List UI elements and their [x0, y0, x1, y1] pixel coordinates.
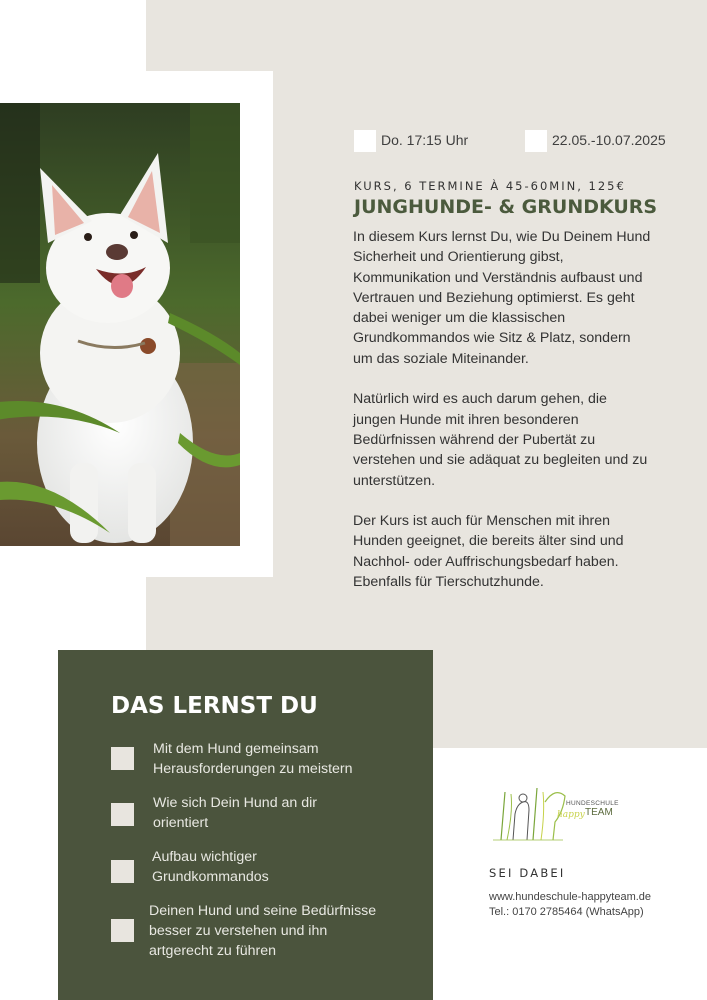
description-paragraph: In diesem Kurs lernst Du, wie Du Deinem Hund Sicherheit und Orientierung gibst, Kommunikation und Verständnis aufbaust und Vertrauen und Beziehung optimierst. Es geht dabei weniger um die klassischen Grundkommandos wie Sitz & Platz, sondern um das soziale Miteinander.: [353, 229, 651, 367]
checkbox-icon: [111, 919, 134, 942]
checkbox-icon: [111, 803, 134, 826]
learn-item: Mit dem Hund gemeinsam Herausforderungen zu meistern: [153, 741, 353, 777]
logo-text: HUNDESCHULE: [566, 800, 619, 807]
course-date-range: 22.05.-10.07.2025: [552, 132, 666, 148]
learn-item: Deinen Hund und seine Bedürfnisse besser zu verstehen und ihn artgerecht zu führen: [149, 903, 377, 959]
checkbox-icon: [525, 130, 547, 152]
description-paragraph: Natürlich wird es auch darum gehen, die jungen Hunde mit ihren besonderen Bedürfnissen während der Pubertät zu verstehen und sie adäquat zu begleiten und zu unterstützen.: [353, 391, 648, 489]
learn-title: DAS LERNST DU: [111, 693, 318, 719]
checkbox-icon: [111, 747, 134, 770]
checkbox-icon: [354, 130, 376, 152]
learn-item: Aufbau wichtiger Grundkommandos: [152, 849, 269, 885]
logo-text: TEAM: [585, 807, 613, 818]
website-link[interactable]: www.hundeschule-happyteam.de: [489, 891, 652, 903]
call-to-action: SEI DABEI: [489, 866, 566, 880]
phone-number: Tel.: 0170 2785464 (WhatsApp): [489, 906, 644, 918]
course-description: [353, 227, 653, 613]
logo-text: happy: [557, 810, 585, 820]
checkbox-icon: [111, 860, 134, 883]
description-paragraph: Der Kurs ist auch für Menschen mit ihren Hunden geeignet, die bereits älter sind und Nachhol- oder Auffrischungsbedarf haben. Ebenfalls für Tierschutzhunde.: [353, 513, 624, 591]
learn-item: Wie sich Dein Hund an dir orientiert: [153, 795, 318, 831]
dog-photo: [0, 103, 240, 546]
course-title: JUNGHUNDE- & GRUNDKURS: [354, 196, 658, 218]
course-day-time: Do. 17:15 Uhr: [381, 132, 469, 148]
course-subtitle: KURS, 6 TERMINE À 45-60MIN, 125€: [354, 179, 626, 193]
